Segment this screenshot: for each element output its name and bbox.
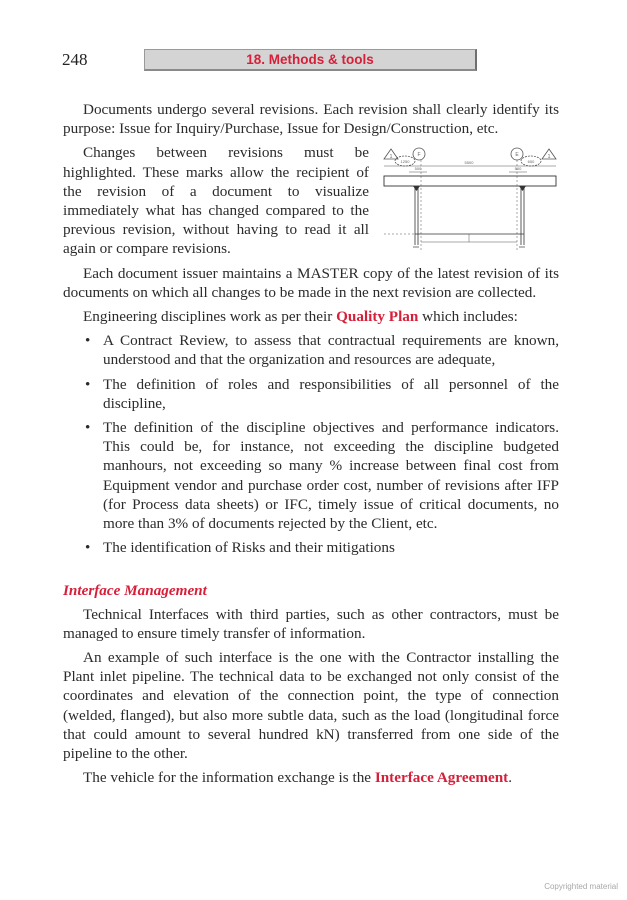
bullet-icon: • xyxy=(85,375,91,393)
bullet-icon: • xyxy=(85,419,91,437)
svg-text:1250: 1250 xyxy=(400,159,410,165)
svg-text:1: 1 xyxy=(547,154,551,161)
quality-plan-term: Quality Plan xyxy=(336,308,419,326)
paragraph-technical-interfaces: Technical Interfaces with third parties, such as other contractors, must be managed to ensure timely transfer of information. xyxy=(63,605,559,642)
paragraph-changes: Changes between revisions must be highlighted. These marks allow the recipient of the revision of a document to visualize immediately what has changed compared to the previous revision, without having to read it all again or compare revisions. xyxy=(63,144,369,258)
chapter-title: 18. Methods & tools xyxy=(246,52,374,67)
chapter-banner xyxy=(144,49,477,71)
bullet-icon: • xyxy=(85,539,91,557)
svg-text:5500: 5500 xyxy=(464,160,474,166)
bullet-icon: • xyxy=(85,332,91,350)
paragraph-with-figure xyxy=(63,143,559,258)
paragraph-revisions: Documents undergo several revisions. Each revision shall clearly identify its purpose: Issue for Inquiry/Purchase, Issue for Design/Construction, etc. xyxy=(63,101,559,138)
svg-text:F: F xyxy=(417,152,421,159)
list-item: • The identification of Risks and their mitigations xyxy=(85,539,395,557)
paragraph-pipeline-example: An example of such interface is the one with the Contractor installing the Plant inlet pipeline. The technical data to be exchanged not only consist of the coordinates and elevation of the connection point, the type of connection (welded, flanged), but also more subtle data, such as the load (longitudinal force that could amount to several hundred kN) transferred from one side of the pipeline to the other. xyxy=(63,649,559,763)
section-heading-interface-management: Interface Management xyxy=(63,582,207,600)
revision-drawing-figure xyxy=(381,145,559,253)
page-number: 248 xyxy=(62,50,88,69)
svg-text:E: E xyxy=(515,152,519,159)
paragraph-quality-plan: Engineering disciplines work as per their Quality Plan which includes: xyxy=(83,308,518,326)
list-item: • The definition of roles and responsibilities of all personnel of the discipline, xyxy=(85,375,559,412)
svg-text:1: 1 xyxy=(389,154,393,161)
svg-text:500: 500 xyxy=(514,166,522,172)
paragraph-master-copy: Each document issuer maintains a MASTER copy of the latest revision of its documents on which all changes to be made in the next revision are collected. xyxy=(63,264,559,301)
paragraph-interface-agreement: The vehicle for the information exchange is the Interface Agreement. xyxy=(83,769,513,787)
svg-text:500: 500 xyxy=(414,166,422,172)
interface-agreement-term: Interface Agreement xyxy=(374,769,509,787)
quality-plan-list xyxy=(63,331,559,557)
list-item: • The definition of the discipline objectives and performance indicators. This could be, for instance, not exceeding the discipline budgeted manhours, not exceeding so many % increase between final cost from Equipment vendor and purchase order cost, number of revisions after IFP (for Process data sheets) or IFC, timely issue of critical documents, no more than 3% of documents rejected by the Client, etc. xyxy=(85,419,559,533)
svg-text:650: 650 xyxy=(527,159,535,165)
copyright-notice: Copyrighted material xyxy=(544,882,618,891)
page-content xyxy=(63,100,559,793)
list-item: • A Contract Review, to assess that contractual requirements are known, understood and that the organization and resources are adequate, xyxy=(85,332,559,369)
